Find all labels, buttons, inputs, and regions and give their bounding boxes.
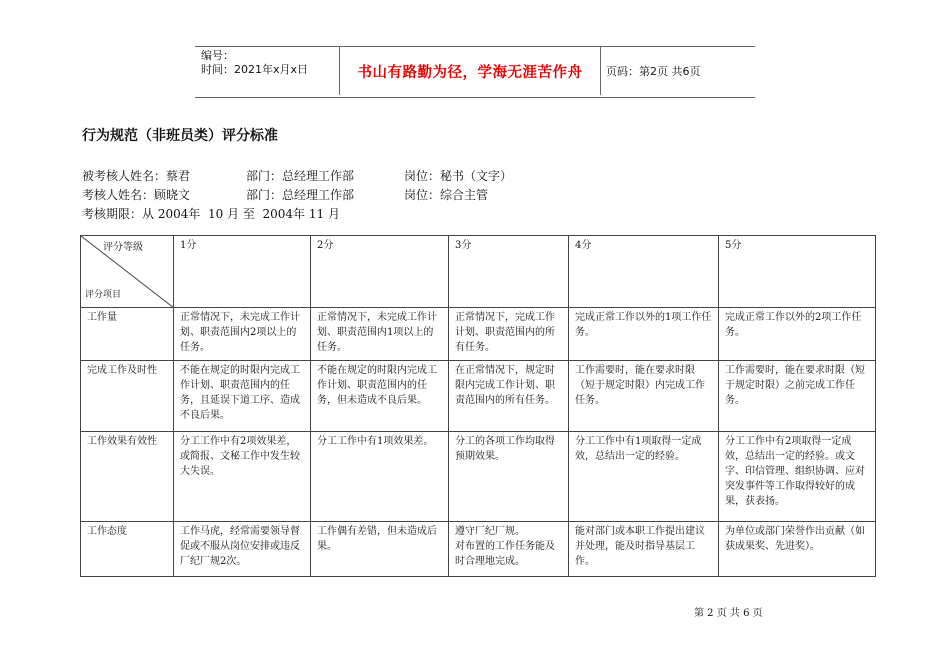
item-label: 评分项目 [85, 290, 122, 300]
row-item-label: 工作态度 [81, 522, 174, 577]
table-row [81, 522, 876, 577]
score-header-3: 3分 [449, 236, 569, 308]
table-cell: 工作需要时，能在要求时限（短于规定时限）之前完成工作任务。 [719, 361, 876, 432]
score-header-1: 1分 [174, 236, 311, 308]
number-label: 编号： [201, 49, 234, 62]
row-item-label: 完成工作及时性 [81, 361, 174, 432]
table-cell: 正常情况下，未完成工作计划、职责范围内1项以上的任务。 [311, 308, 449, 361]
assessor-department: 部门：总经理工作部 [246, 188, 355, 202]
table-cell: 工作偶有差错，但未造成后果。 [311, 522, 449, 577]
header-motto: 书山有路勤为径，学海无涯苦作舟 [339, 47, 601, 95]
assessee-position: 岗位：秘书（文字） [404, 169, 513, 183]
table-row [81, 308, 876, 361]
score-header-2: 2分 [311, 236, 449, 308]
time-label: 时间：2021年x月x日 [201, 63, 309, 76]
table-cell: 工作需要时，能在要求时限（短于规定时限）内完成工作任务。 [569, 361, 719, 432]
level-label: 评分等级 [103, 242, 143, 253]
scoring-table [80, 235, 876, 577]
table-cell: 完成正常工作以外的1项工作任务。 [569, 308, 719, 361]
diagonal-header-cell [81, 236, 174, 308]
table-cell: 分工工作中有1项效果差。 [311, 432, 449, 522]
table-row [81, 361, 876, 432]
assessee-name: 被考核人姓名：蔡君 [82, 169, 191, 183]
score-header-4: 4分 [569, 236, 719, 308]
document-header [195, 46, 755, 98]
table-cell: 正常情况下，完成工作计划、职责范围内的所有任务。 [449, 308, 569, 361]
table-cell: 分工工作中有2项取得一定成效，总结出一定的经验。或文字、印信管理、组织协调、应对突发事件等工作取得较好的成果，获表扬。 [719, 432, 876, 522]
assessor-position: 岗位：综合主管 [404, 188, 489, 202]
assessment-period: 考核期限：从 2004年 10 月 至 2004年 11 月 [82, 207, 340, 221]
header-meta [195, 49, 344, 95]
table-header-row [81, 236, 876, 308]
table-cell: 正常情况下，未完成工作计划、职责范围内2项以上的任务。 [174, 308, 311, 361]
page-footer: 第 2 页 共 6 页 [694, 608, 763, 619]
table-cell: 分工的各项工作均取得预期效果。 [449, 432, 569, 522]
table-cell: 工作马虎，经常需要领导督促或不服从岗位安排或违反厂纪厂规2次。 [174, 522, 311, 577]
table-cell: 完成正常工作以外的2项工作任务。 [719, 308, 876, 361]
table-cell: 不能在规定的时限内完成工作计划、职责范围内的任务，但未造成不良后果。 [311, 361, 449, 432]
table-cell: 能对部门或本职工作提出建议并处理，能及时指导基层工作。 [569, 522, 719, 577]
page-indicator: 页码：第2页 共6页 [606, 65, 701, 78]
document-title: 行为规范（非班员类）评分标准 [82, 128, 278, 144]
table-cell: 遵守厂纪厂规。 对布置的工作任务能及时合理地完成。 [449, 522, 569, 577]
assessee-department: 部门：总经理工作部 [246, 169, 355, 183]
table-cell: 不能在规定的时限内完成工作计划、职责范围内的任务，且延误下道工序、造成不良后果。 [174, 361, 311, 432]
table-cell: 在正常情况下，规定时限内完成工作计划、职责范围内的所有任务。 [449, 361, 569, 432]
assessor-name: 考核人姓名：顾晓文 [82, 188, 191, 202]
table-cell: 分工工作中有2项效果差，或简报、文秘工作中发生较大失误。 [174, 432, 311, 522]
score-header-5: 5分 [719, 236, 876, 308]
table-row [81, 432, 876, 522]
table-cell: 为单位或部门荣誉作出贡献（如获成果奖、先进奖）。 [719, 522, 876, 577]
row-item-label: 工作效果有效性 [81, 432, 174, 522]
table-cell: 分工工作中有1项取得一定成效，总结出一定的经验。 [569, 432, 719, 522]
row-item-label: 工作量 [81, 308, 174, 361]
